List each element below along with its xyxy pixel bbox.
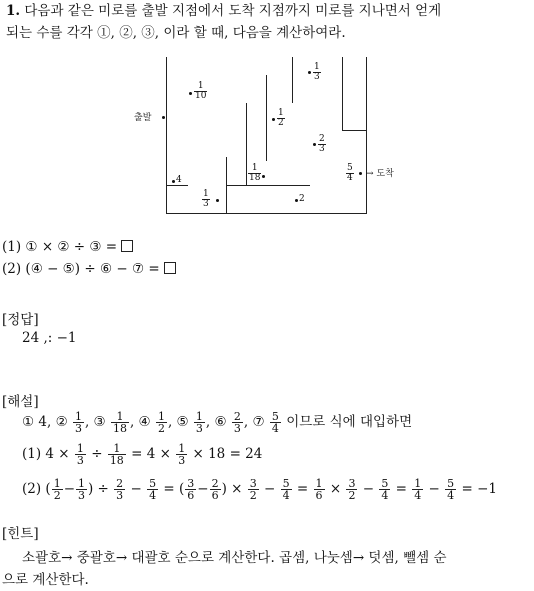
maze-wall (166, 213, 366, 214)
maze (0, 0, 534, 230)
maze-dot (295, 199, 298, 202)
expl-fraction (156, 411, 167, 434)
maze-wall (166, 57, 167, 214)
frac-den: 18 (112, 422, 127, 435)
start-text: 출발 (134, 113, 152, 123)
maze-dot (308, 71, 311, 74)
expl-fraction (232, 411, 243, 434)
answer-text: 24 ,: −1 (22, 330, 77, 346)
expl-fraction (111, 411, 129, 434)
question-2-number: (2) (2, 261, 22, 277)
maze-wall (342, 57, 343, 131)
expl-fraction (73, 411, 84, 434)
hint-line-1: 소괄호→ 중괄호→ 대괄호 순으로 계산한다. 곱셈, 나눗셈→ 덧셈, 뺄셈 순 (22, 550, 447, 566)
frac-num: 1 (195, 410, 203, 423)
blank-box (121, 240, 133, 252)
maze-value-1-10 (194, 82, 207, 101)
frac-num: 1 (203, 189, 209, 199)
frac-num: 5 (271, 410, 279, 423)
maze-start-label (134, 110, 151, 123)
expl-text: , ④ (129, 414, 151, 430)
maze-wall (166, 185, 188, 186)
expl-text: = −1 (461, 481, 497, 497)
explanation-line-3: (2) ( $\frac{1}{2}$ − $\frac{1}{3}$ ) ÷ $\frac{2}{3}$ − $\frac{5}{4}$ = ( $\frac{3}{6}$ − $\frac{2}{6}$ ) × $\frac{3}{2}$ − $\frac{5}{4}$ = $\frac{1}{6}$ × $\frac{3}{2}$ − $\frac{5}{4}$ = $\frac{1}{4}$ − $\frac{5}{4}$ = −1 (22, 477, 497, 502)
frac-den: 3 (203, 199, 209, 209)
problem-number: 1. (6, 3, 21, 19)
explanation-line-1 (22, 410, 412, 434)
question-2-expression: (④ − ⑤) ÷ ⑥ − ⑦ = (25, 261, 160, 277)
frac-den: 3 (314, 72, 320, 82)
maze-start-dot (162, 116, 165, 119)
expl-text: , ③ (84, 414, 106, 430)
maze-value-4: 4 (176, 175, 182, 185)
expl-text: (1) 4 × (22, 446, 70, 462)
frac-num: 1 (111, 411, 129, 423)
maze-wall (292, 57, 293, 103)
maze-dot (262, 175, 265, 178)
explanation-heading: [해설] (2, 394, 39, 410)
expl-text: ① 4, ② (22, 414, 68, 430)
frac-num: 1 (248, 164, 261, 174)
question-1 (2, 238, 133, 256)
expl-fraction: $\frac{1}{3}$ (76, 442, 84, 467)
maze-value-1-3-top (313, 63, 321, 82)
frac-num: 1 (314, 62, 320, 72)
maze-dot (189, 92, 192, 95)
frac-num: 1 (278, 108, 284, 118)
hint-line-2: 으로 계산한다. (2, 572, 89, 588)
question-2 (2, 260, 176, 278)
arrow-right-icon: → (366, 169, 374, 179)
maze-wall (226, 185, 310, 186)
expl-text: , ⑤ (167, 414, 189, 430)
end-text: 도착 (376, 169, 394, 179)
explanation-line-2: (1) 4 × $\frac{1}{3}$ ÷ $\frac{1}{18}$ = 4 × $\frac{1}{3}$ × 18 = 24 (22, 442, 263, 467)
maze-dot (313, 143, 316, 146)
frac-num: 5 (347, 163, 353, 173)
frac-num: 2 (319, 134, 325, 144)
frac-num: 1 (74, 410, 82, 423)
frac-den: 4 (347, 173, 353, 183)
blank-box (164, 262, 176, 274)
maze-value-2-3 (318, 135, 326, 154)
frac-den: 3 (195, 422, 203, 435)
frac-den: 10 (195, 91, 207, 101)
problem-text-2: 되는 수를 각각 ①, ②, ③, 이라 할 때, 다음을 계산하여라. (6, 25, 346, 41)
frac-den: 2 (157, 422, 165, 435)
expl-text: , ⑥ (205, 414, 227, 430)
maze-value-2: 2 (299, 194, 305, 204)
frac-den: 3 (319, 144, 325, 154)
maze-wall (246, 103, 247, 185)
frac-den: 3 (233, 422, 241, 435)
expl-fraction: $\frac{1}{3}$ (178, 442, 186, 467)
frac-num: 1 (157, 410, 165, 423)
hint-heading: [힌트] (2, 526, 39, 542)
expl-fraction: $\frac{1}{18}$ (109, 442, 124, 467)
expl-text: 이므로 식에 대입하면 (286, 414, 413, 430)
maze-end-dot (359, 172, 362, 175)
maze-value-5-4 (346, 164, 354, 183)
question-1-number: (1) (2, 239, 22, 255)
expl-fraction (270, 411, 281, 434)
expl-fraction (194, 411, 205, 434)
maze-dot (272, 118, 275, 121)
maze-dot (172, 180, 175, 183)
maze-wall (266, 75, 267, 161)
answer-heading: [정답] (2, 312, 39, 328)
frac-den: 2 (278, 118, 284, 128)
expl-text: , ⑦ (243, 414, 265, 430)
maze-value-1-18 (248, 164, 261, 183)
frac-den: 18 (249, 173, 261, 183)
maze-value-1-3-bottom (202, 190, 210, 209)
frac-den: 4 (271, 422, 279, 435)
maze-wall (366, 57, 367, 214)
expl-text: (2) ( (22, 481, 51, 497)
maze-end-label (366, 166, 394, 179)
maze-value-1-2 (277, 109, 285, 128)
question-1-expression: ① × ② ÷ ③ = (25, 239, 118, 255)
problem-text-1: 다음과 같은 미로를 출발 지점에서 도착 지점까지 미로를 지나면서 얻게 (24, 3, 442, 19)
expl-text: = 24 (229, 446, 263, 462)
frac-num: 1 (194, 82, 207, 92)
maze-dot (216, 199, 219, 202)
frac-den: 3 (74, 422, 82, 435)
frac-num: 2 (233, 410, 241, 423)
maze-wall (342, 130, 366, 131)
